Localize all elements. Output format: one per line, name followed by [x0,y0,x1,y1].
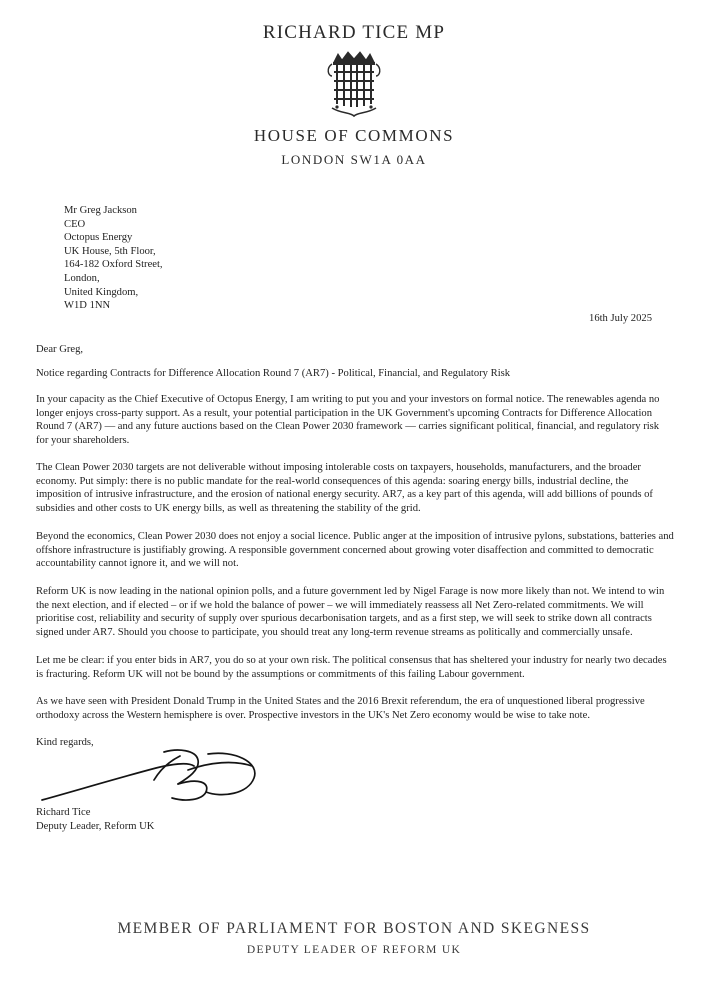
signer-block [36,806,154,833]
body-paragraph: Beyond the economics, Clean Power 2030 does not enjoy a social licence. Public anger at the imposition of intrusive pylons, substations, batteries and offshore infrastructure is justifiably growing. A responsible government concerned about growing voter disaffection and committed to democratic accountability cannot ignore it, and we will not. [36,531,674,570]
recipient-address [64,204,163,313]
footer-constituency: MEMBER OF PARLIAMENT FOR BOSTON AND SKEGNESS [117,920,591,937]
body-paragraph: In your capacity as the Chief Executive of Octopus Energy, I am writing to put you and your investors on formal notice. The renewables agenda no longer enjoys cross-party support. As a result, your potential participation in the UK Government's upcoming Contracts for Difference Allocation Round 7 (AR7) — and any future auctions based on the Clean Power 2030 framework — carries significant political, financial, and regulatory risk for your shareholders. [36,394,660,446]
signer-name: Richard Tice [36,807,91,818]
body-paragraph: As we have seen with President Donald Trump in the United States and the 2016 Brexit referendum, the era of unquestioned liberal progressive orthodoxy across the Western hemisphere is over. Prospective investors in the UK's Net Zero economy would be wise to take note. [36,696,645,721]
salutation: Dear Greg, [36,344,84,355]
recipient-line: Octopus Energy [64,232,133,244]
recipient-line: 164-182 Oxford Street, [64,259,163,271]
letter-date: 16th July 2025 [589,313,652,324]
recipient-line: London, [64,272,100,284]
recipient-line: CEO [64,218,86,230]
footer-role: DEPUTY LEADER OF REFORM UK [246,944,462,956]
recipient-line: W1D 1NN [64,300,111,312]
body-paragraph: Reform UK is now leading in the national opinion polls, and a future government led by Nigel Farage is now more likely than not. We intend to win the next election, and if elected – or if we hold the balance of power – we will immediately reassess all Net Zero-related commitments. We will prioritise cost, reliability and security of supply over spurious decarbonisation targets, and as a first step, we will seek to strike down all contracts signed under AR7. Should you choose to participate, you should treat any long-term revenue streams as politically and commercially unsafe. [36,586,665,638]
letterhead-address: LONDON SW1A 0AA [281,152,427,167]
handwritten-signature [38,740,268,806]
body-paragraph: Let me be clear: if you enter bids in AR7, you do so at your own risk. The political consensus that has sheltered your industry for nearly two decades is fracturing. Reform UK will not be bound by the assumptions or commitments of this failing Labour government. [36,655,667,680]
subject-line: Notice regarding Contracts for Difference Allocation Round 7 (AR7) - Political, Financial, and Regulatory Risk [36,368,511,379]
letterhead-name: RICHARD TICE MP [262,22,446,43]
recipient-line: UK House, 5th Floor, [64,245,156,257]
portcullis-crest-icon [326,50,382,118]
letterhead-house: HOUSE OF COMMONS [253,126,455,145]
recipient-line: Mr Greg Jackson [64,205,137,216]
recipient-line: United Kingdom, [64,286,139,298]
closing: Kind regards, [36,737,94,748]
signer-title: Deputy Leader, Reform UK [36,820,155,832]
body-paragraph: The Clean Power 2030 targets are not deliverable without imposing intolerable costs on taxpayers, households, manufacturers, and the broader economy. Put simply: there is no public mandate for the real-world consequences of this agenda: soaring energy bills, industrial decline, the imposition of intrusive infrastructure, and the erosion of national energy security. AR7, as a key part of this agenda, will add billions of pounds of subsidies and other costs to UK energy bills, as well as threatening the stability of the grid. [36,462,653,514]
